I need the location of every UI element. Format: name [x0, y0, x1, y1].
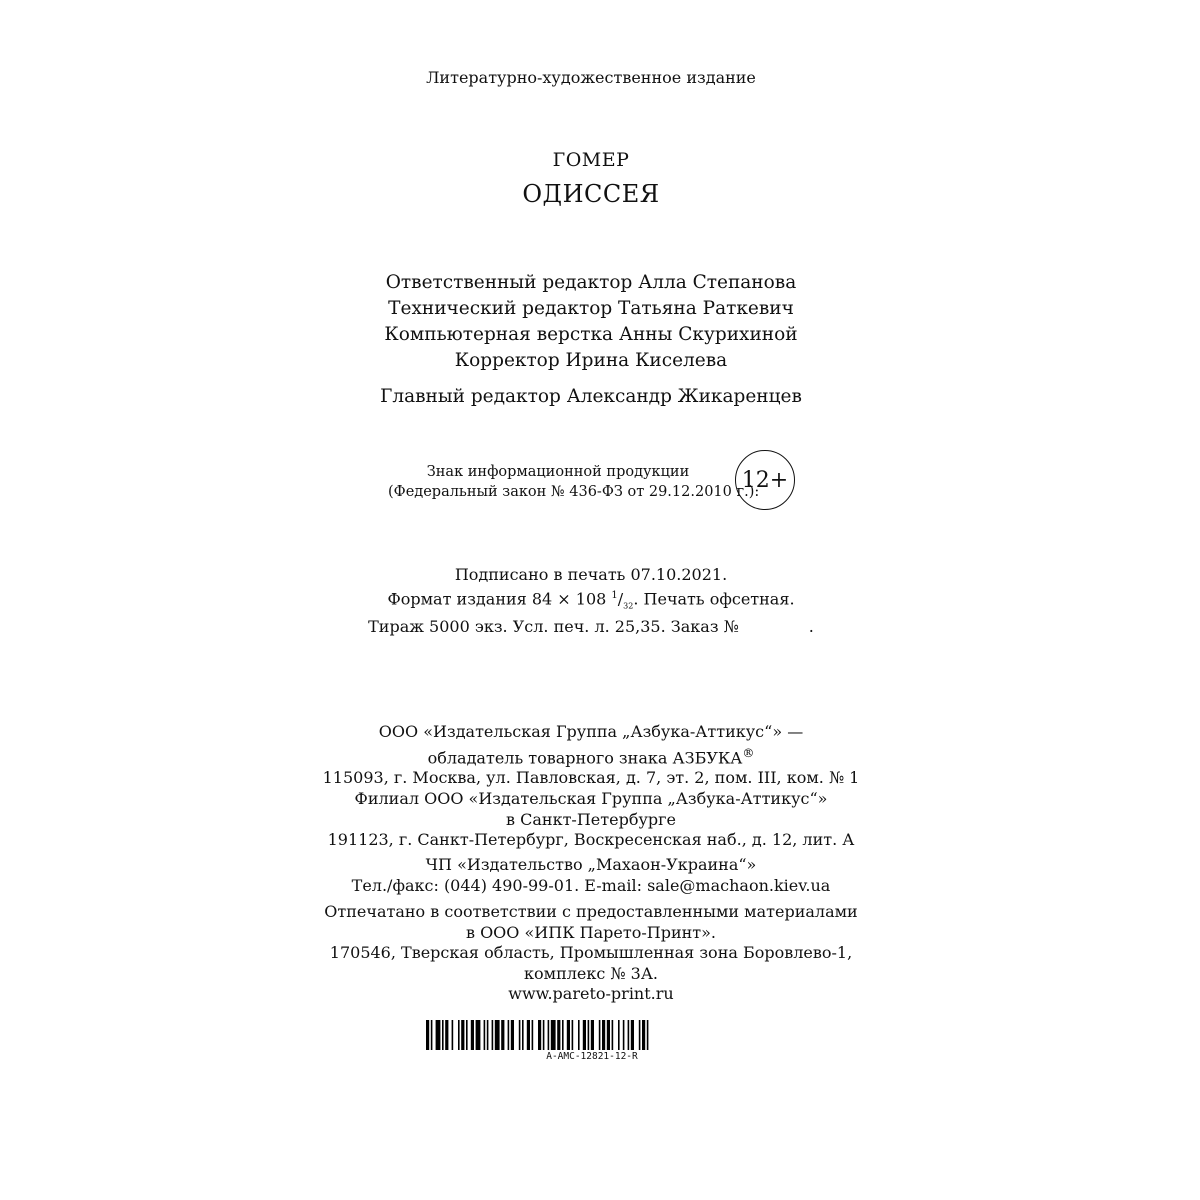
barcode-bar [445, 1020, 448, 1050]
barcode-bar [562, 1020, 564, 1050]
trademark-text: обладатель товарного знака АЗБУКА [427, 747, 743, 767]
info-sign-line: Знак информационной продукции [426, 464, 690, 480]
barcode-bar [607, 1020, 610, 1050]
barcode-bar [548, 1020, 550, 1050]
age-rating: 12+ [741, 467, 789, 493]
ukraine-block [0, 855, 1182, 896]
barcode-bar [642, 1020, 645, 1050]
format-denominator: 32 [623, 601, 634, 611]
barcode-bar [484, 1020, 486, 1050]
credit-line: Компьютерная верстка Анны Скурихиной [384, 324, 798, 345]
barcode-bar [631, 1020, 634, 1050]
barcode-bar [495, 1020, 500, 1050]
registered-mark: ® [742, 745, 755, 760]
barcode-bar [591, 1020, 594, 1050]
edition-type: Литературно-художественное издание [426, 68, 756, 87]
run-suffix: . [808, 616, 814, 636]
barcode-bar [436, 1020, 441, 1050]
book-author: ГОМЕР [552, 149, 630, 171]
barcode-bar [639, 1020, 641, 1050]
publisher-block [0, 722, 1182, 789]
credit-line: Ответственный редактор Алла Степанова [385, 272, 797, 293]
printer-address-2: комплекс № 3А. [523, 963, 659, 983]
branch-city: в Санкт-Петербурге [506, 809, 676, 829]
printer-block [0, 902, 1182, 1005]
barcode-bar [508, 1020, 510, 1050]
branch-address: 191123, г. Санкт-Петербург, Воскресенская наб., д. 12, лит. А [327, 830, 855, 849]
barcode-text: A-AMC-12821-12-R [546, 1051, 638, 1062]
barcode-bar [572, 1020, 574, 1050]
barcode-bar [567, 1020, 570, 1050]
barcode-bar [466, 1020, 468, 1050]
barcode-bar [551, 1020, 556, 1050]
run-prefix: Тираж 5000 экз. Усл. печ. л. 25,35. Заказ № [368, 616, 739, 636]
barcode-icon [426, 1020, 758, 1050]
format-numerator: 1 [611, 589, 618, 601]
printer-name: в ООО «ИПК Парето-Принт». [465, 922, 717, 942]
barcode-bar [487, 1020, 489, 1050]
barcode-bar [492, 1020, 494, 1050]
barcode-bar [461, 1020, 464, 1050]
barcode-bar [618, 1020, 620, 1050]
printer-address: 170546, Тверская область, Промышленная зона Боровлево-1, [329, 943, 853, 962]
barcode-bar [532, 1020, 534, 1050]
publisher-name: ООО «Издательская Группа „Азбука-Аттикус“» — [378, 722, 804, 741]
trademark-line [0, 743, 1182, 769]
barcode-bar [527, 1020, 530, 1050]
barcode-bar [501, 1020, 504, 1050]
format-prefix: Формат издания 84 × 108 [387, 588, 612, 608]
branch-name: Филиал ООО «Издательская Группа „Азбука-Аттикус“» [354, 789, 828, 808]
book-title: ОДИССЕЯ [522, 180, 660, 208]
barcode-bar [543, 1020, 545, 1050]
ukraine-name: ЧП «Издательство „Махаон-Украина“» [425, 855, 757, 874]
age-rating-badge [735, 450, 795, 510]
barcode-bar [426, 1020, 429, 1050]
barcode-bar [628, 1020, 630, 1050]
info-sign-law: (Федеральный закон № 436-ФЗ от 29.12.2010 г.): [388, 484, 760, 500]
format-suffix: . Печать офсетная. [633, 588, 795, 608]
barcode-bar [623, 1020, 625, 1050]
barcode-bar [578, 1020, 580, 1050]
barcode-bar [476, 1020, 481, 1050]
info-sign-text [388, 462, 760, 502]
barcode-bar [583, 1020, 586, 1050]
signed-date: Подписано в печать 07.10.2021. [454, 565, 728, 584]
format-line: Формат издания 84 × 108 $^1/_{32}$. Печать офсетная. [387, 588, 795, 611]
credit-line: Корректор Ирина Киселева [454, 350, 728, 371]
chief-editor: Главный редактор Александр Жикаренцев [380, 386, 802, 407]
barcode-bar [557, 1020, 560, 1050]
barcode-bar [431, 1020, 433, 1050]
barcode-bar [511, 1020, 514, 1050]
print-info [0, 565, 1182, 637]
barcode-bar [452, 1020, 454, 1050]
barcode-bar [538, 1020, 541, 1050]
credit-line: Технический редактор Татьяна Раткевич [388, 298, 794, 319]
barcode-bar [647, 1020, 649, 1050]
run-line [0, 617, 1182, 638]
barcode-bar [602, 1020, 605, 1050]
ukraine-contacts: Тел./факс: (044) 490-99-01. E-mail: sale@machaon.kiev.ua [351, 875, 831, 895]
credits-block [0, 270, 1182, 374]
barcode-bar [588, 1020, 590, 1050]
publisher-address: 115093, г. Москва, ул. Павловская, д. 7, эт. 2, пом. III, ком. № 1 [322, 768, 860, 788]
barcode-bar [522, 1020, 524, 1050]
barcode-bar [519, 1020, 521, 1050]
barcode-bar [442, 1020, 444, 1050]
barcode-bar [612, 1020, 614, 1050]
barcode-bar [458, 1020, 460, 1050]
barcode-bar [471, 1020, 474, 1050]
barcode-bar [599, 1020, 601, 1050]
printer-website: www.pareto-print.ru [508, 984, 674, 1003]
branch-block [0, 789, 1182, 851]
printer-line: Отпечатано в соответствии с предоставленными материалами [324, 902, 858, 921]
